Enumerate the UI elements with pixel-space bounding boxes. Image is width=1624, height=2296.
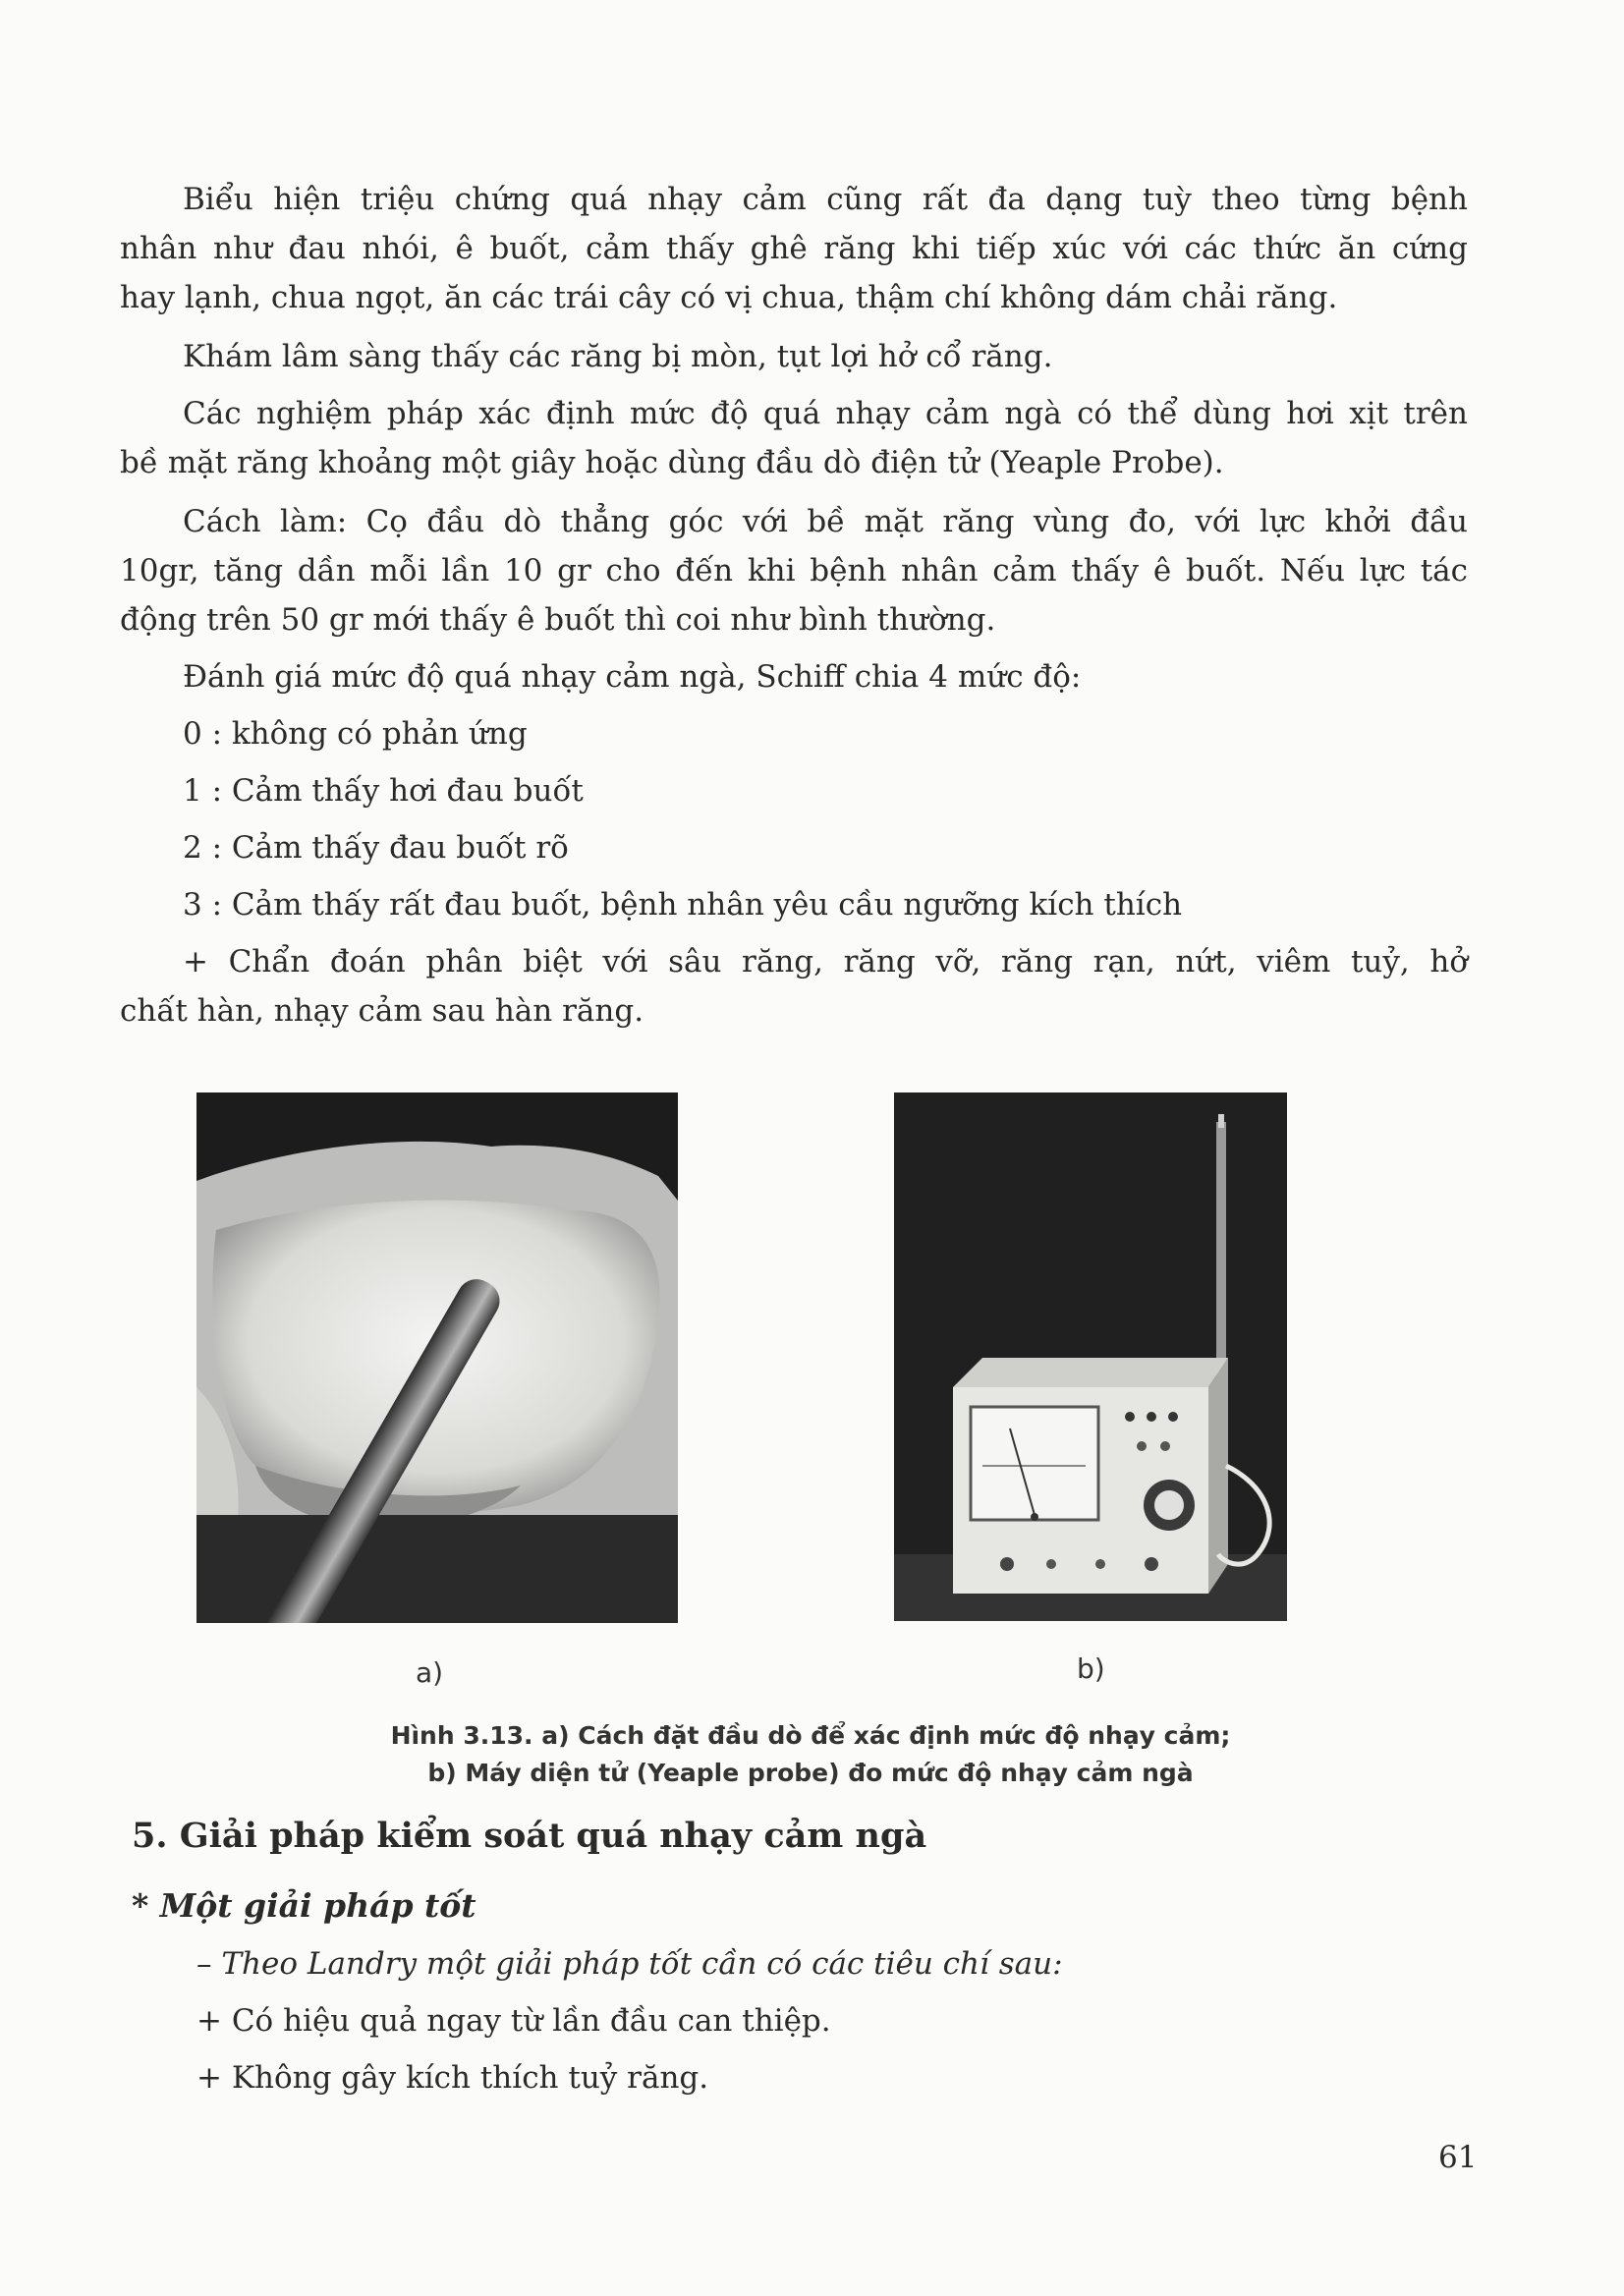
figure-caption-line: Hình 3.13. a) Cách đặt đầu dò để xác định mức độ nhạy cảm; [390, 1721, 1231, 1750]
level-item: 0 : không có phản ứng [183, 716, 528, 752]
section-item: + Có hiệu quả ngay từ lần đầu can thiệp. [196, 2003, 831, 2039]
page-number: 61 [1438, 2140, 1478, 2175]
section-subheading: * Một giải pháp tốt [132, 1886, 476, 1925]
paragraph-line: chất hàn, nhạy cảm sau hàn răng. [120, 993, 644, 1029]
figure-label-a: a) [416, 1656, 444, 1689]
paragraph-line: nhân như đau nhói, ê buốt, cảm thấy ghê răng khi tiếp xúc với các thức ăn cứng [120, 231, 1468, 266]
paragraph-line: Các nghiệm pháp xác định mức độ quá nhạy cảm ngà có thể dùng hơi xịt trên [183, 396, 1468, 431]
section-item: – Theo Landry một giải pháp tốt cần có các tiêu chí sau: [196, 1946, 1063, 1982]
level-item: 3 : Cảm thấy rất đau buốt, bệnh nhân yêu cầu ngưỡng kích thích [183, 887, 1183, 923]
section-heading: 5. Giải pháp kiểm soát quá nhạy cảm ngà [132, 1816, 927, 1856]
paragraph-line: Khám lâm sàng thấy các răng bị mòn, tụt lợi hở cổ răng. [183, 339, 1053, 374]
paragraph-line: Đánh giá mức độ quá nhạy cảm ngà, Schiff chia 4 mức độ: [183, 659, 1082, 695]
level-item: 1 : Cảm thấy hơi đau buốt [183, 773, 584, 809]
figure-caption-line: b) Máy diện tử (Yeaple probe) đo mức độ nhạy cảm ngà [427, 1759, 1194, 1787]
section-item: + Không gây kích thích tuỷ răng. [196, 2060, 709, 2096]
paragraph-line: động trên 50 gr mới thấy ê buốt thì coi như bình thường. [120, 602, 996, 638]
figure-b-photo [894, 1092, 1287, 1621]
paragraph-line: + Chẩn đoán phân biệt với sâu răng, răng vỡ, răng rạn, nứt, viêm tuỷ, hở [183, 944, 1468, 980]
level-item: 2 : Cảm thấy đau buốt rõ [183, 830, 569, 866]
paragraph-line: bề mặt răng khoảng một giây hoặc dùng đầu dò điện tử (Yeaple Probe). [120, 445, 1224, 480]
paragraph-line: hay lạnh, chua ngọt, ăn các trái cây có vị chua, thậm chí không dám chải răng. [120, 280, 1338, 315]
figure-label-b: b) [1077, 1652, 1105, 1685]
paragraph-line: 10gr, tăng dần mỗi lần 10 gr cho đến khi bệnh nhân cảm thấy ê buốt. Nếu lực tác [120, 553, 1468, 588]
paragraph-line: Cách làm: Cọ đầu dò thẳng góc với bề mặt răng vùng đo, với lực khởi đầu [183, 504, 1468, 539]
figure-a-photo [196, 1092, 678, 1623]
paragraph-line: Biểu hiện triệu chứng quá nhạy cảm cũng rất đa dạng tuỳ theo từng bệnh [183, 182, 1468, 217]
